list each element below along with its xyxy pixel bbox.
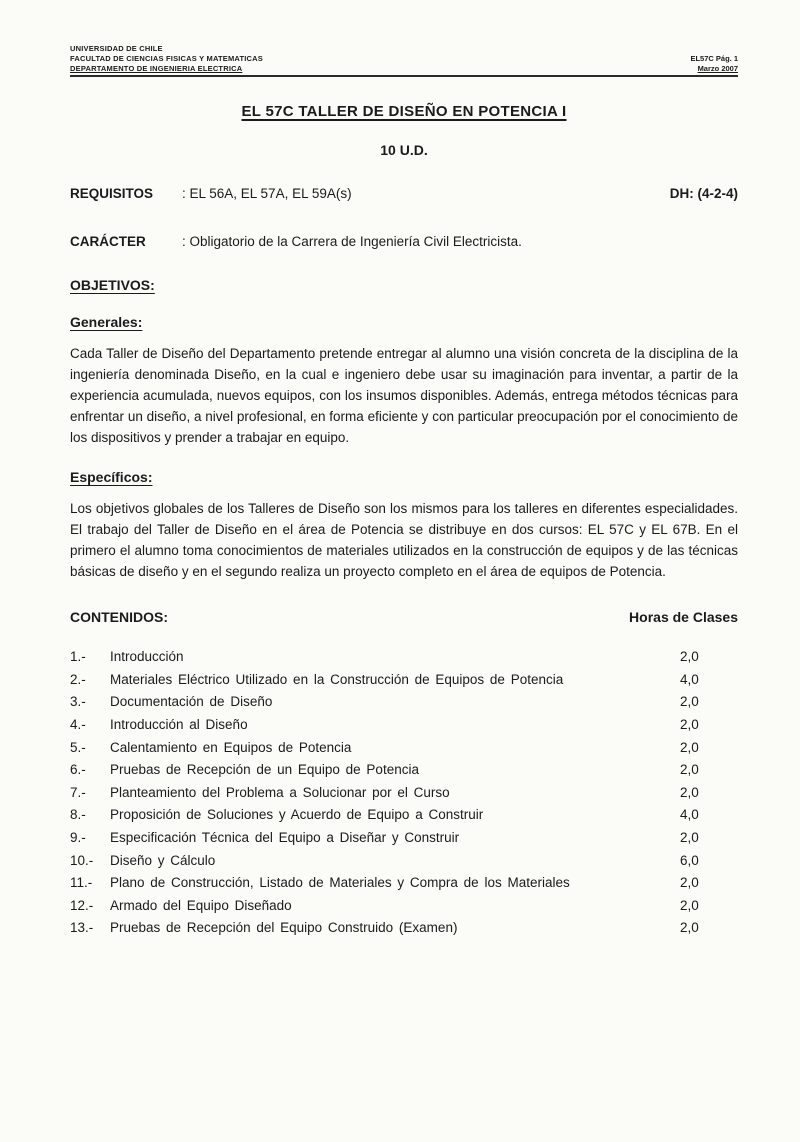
- content-item-hours: 2,0: [680, 694, 699, 710]
- institution-block: [70, 44, 263, 73]
- content-item-number: 2.-: [70, 671, 86, 687]
- content-item-label: Proposición de Soluciones y Acuerdo de Equipo a Construir: [110, 807, 484, 823]
- content-item-label: Pruebas de Recepción de un Equipo de Potencia: [110, 762, 419, 778]
- content-row: [70, 804, 738, 827]
- requisitos-value: : EL 56A, EL 57A, EL 59A(s): [182, 186, 352, 202]
- content-item-hours: 6,0: [680, 852, 699, 868]
- institution-line: UNIVERSIDAD DE CHILE: [70, 44, 163, 53]
- contenidos-heading: CONTENIDOS:: [70, 609, 168, 626]
- content-item-label: Plano de Construcción, Listado de Materiales y Compra de los Materiales: [110, 875, 570, 891]
- content-item-hours: 2,0: [680, 920, 699, 936]
- generales-heading: Generales:: [70, 314, 143, 331]
- content-item-number: 10.-: [70, 852, 94, 868]
- content-item-number: 3.-: [70, 694, 86, 710]
- objetivos-heading: OBJETIVOS:: [70, 277, 155, 294]
- content-row: [70, 872, 738, 895]
- contents-list: [70, 646, 738, 940]
- content-item-label: Introducción al Diseño: [110, 717, 248, 733]
- contenidos-header-row: [70, 609, 738, 625]
- content-item-number: 4.-: [70, 717, 86, 733]
- content-item-label: Documentación de Diseño: [110, 694, 273, 710]
- page-header: [70, 44, 738, 77]
- content-row: [70, 714, 738, 737]
- content-item-hours: 2,0: [680, 762, 699, 778]
- content-item-number: 1.-: [70, 649, 86, 665]
- content-row: [70, 669, 738, 692]
- content-item-number: 12.-: [70, 897, 94, 913]
- dh-label: DH:: [669, 186, 694, 202]
- content-item-hours: 2,0: [680, 897, 699, 913]
- content-item-number: 6.-: [70, 762, 86, 778]
- content-item-number: 8.-: [70, 807, 86, 823]
- content-row: [70, 895, 738, 918]
- content-row: [70, 917, 738, 940]
- hours-heading: Horas de Clases: [629, 609, 738, 626]
- institution-line: DEPARTAMENTO DE INGENIERIA ELECTRICA: [70, 63, 243, 73]
- content-item-number: 9.-: [70, 830, 86, 845]
- content-item-label: Introducción: [110, 649, 184, 665]
- content-item-number: 7.-: [70, 784, 86, 800]
- content-row: [70, 850, 738, 873]
- especificos-heading: Específicos:: [70, 469, 153, 486]
- content-row: [70, 827, 738, 850]
- dh-numbers: (4-2-4): [693, 186, 738, 202]
- content-row: [70, 737, 738, 760]
- content-item-number: 11.-: [70, 875, 93, 891]
- content-row: [70, 759, 738, 782]
- content-item-hours: 2,0: [680, 875, 699, 891]
- institution-line: FACULTAD DE CIENCIAS FISICAS Y MATEMATICAS: [70, 53, 263, 63]
- content-item-hours: 2,0: [680, 717, 699, 733]
- content-item-label: Especificación Técnica del Equipo a Diseñar y Construir: [110, 830, 460, 845]
- content-row: [70, 691, 738, 714]
- course-title: EL 57C TALLER DE DISEÑO EN POTENCIA I: [241, 103, 567, 121]
- content-item-label: Armado del Equipo Diseñado: [110, 897, 292, 913]
- content-item-hours: 2,0: [680, 784, 699, 800]
- content-item-label: Pruebas de Recepción del Equipo Construido (Examen): [110, 920, 458, 936]
- content-item-label: Materiales Eléctrico Utilizado en la Construcción de Equipos de Potencia: [110, 671, 564, 687]
- content-item-hours: 2,0: [680, 830, 699, 845]
- content-item-label: Diseño y Cálculo: [110, 852, 216, 868]
- content-row: [70, 782, 738, 805]
- content-item-hours: 4,0: [680, 671, 699, 687]
- content-item-label: Planteamiento del Problema a Solucionar por el Curso: [110, 784, 450, 800]
- dh-value: [670, 186, 738, 201]
- requisitos-label: REQUISITOS: [70, 186, 154, 202]
- content-item-label: Calentamiento en Equipos de Potencia: [110, 739, 352, 755]
- content-item-number: 13.-: [70, 920, 94, 936]
- generales-paragraph: Cada Taller de Diseño del Departamento pretende entregar al alumno una visión concreta de la disciplina de la ingeniería denominada Diseño, en la cual e ingeniero debe usar su imaginación para inventar, a partir de la experiencia acumulada, nuevos equipos, con los insumos disponibles. Además, entrega métodos técnicas para enfrentar un diseño, a nivel profesional, en forma eficiente y con particular preocupación por el conocimiento de los dispositivos y prender a trabajar en equipo.: [70, 346, 738, 446]
- content-item-hours: 2,0: [680, 739, 699, 755]
- requisitos-row: [70, 186, 738, 201]
- doc-date: Marzo 2007: [697, 63, 738, 73]
- doc-meta-block: [690, 54, 738, 74]
- especificos-paragraph: Los objetivos globales de los Talleres de Diseño son los mismos para los talleres en diferentes especialidades. El trabajo del Taller de Diseño en el área de Potencia se distribuye en dos cursos: EL 57C y EL 67B. En el primero el alumno toma conocimientos de materiales utilizados en la construcción de equipos y de las técnicas básicas de diseño y en el segundo realiza un proyecto completo en el área de equipos de Potencia.: [70, 501, 738, 580]
- caracter-value: : Obligatorio de la Carrera de Ingeniería Civil Electricista.: [182, 234, 522, 250]
- content-row: [70, 646, 738, 669]
- caracter-label: CARÁCTER: [70, 234, 146, 250]
- course-units: 10 U.D.: [380, 142, 428, 159]
- caracter-row: [70, 234, 738, 249]
- doc-code: EL57C Pág. 1: [690, 53, 738, 63]
- content-item-hours: 2,0: [680, 649, 699, 665]
- content-item-hours: 4,0: [680, 807, 699, 823]
- content-item-number: 5.-: [70, 739, 86, 755]
